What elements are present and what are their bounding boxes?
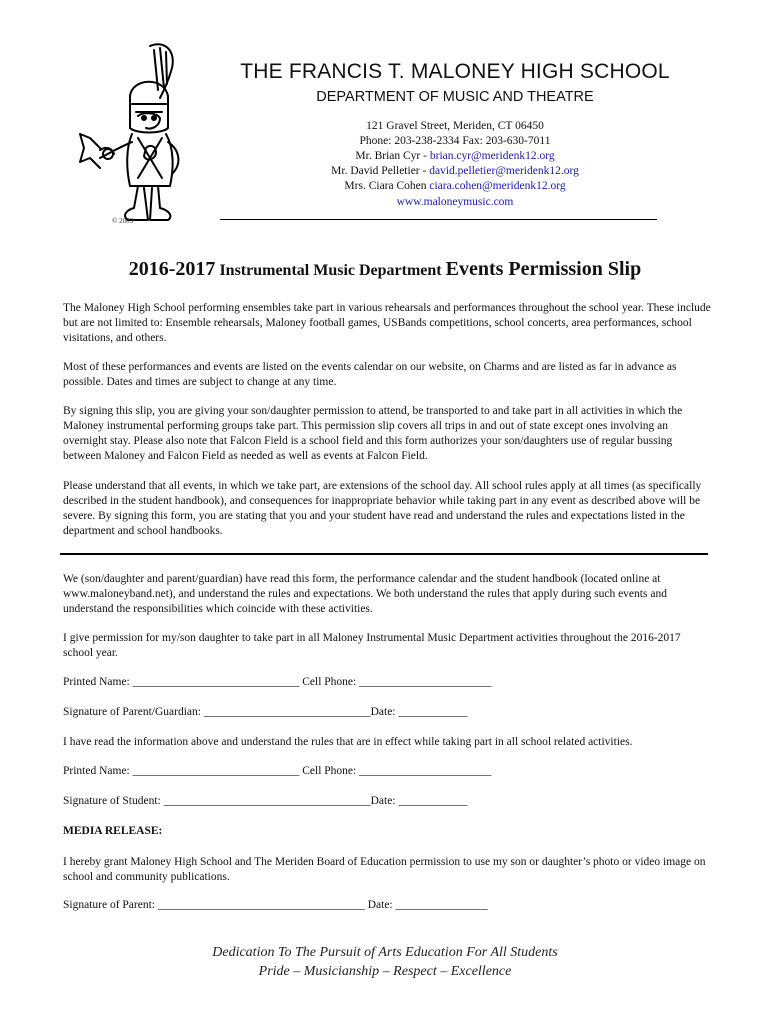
media-signature-field[interactable]: Signature of Parent: ____________________________________ Date: ________________	[63, 899, 488, 911]
student-statement: I have read the information above and understand the rules that are in effect while taking part in all school related activities.	[63, 736, 633, 748]
email-link[interactable]: david.pelletier@meridenk12.org	[429, 165, 579, 177]
website-link[interactable]: www.maloneymusic.com	[396, 196, 514, 208]
parent-signature-field[interactable]: Signature of Parent/Guardian: _____________________________Date: ____________	[63, 706, 468, 718]
section-divider	[60, 553, 708, 555]
department-name: DEPARTMENT OF MUSIC AND THEATRE	[316, 89, 594, 105]
paragraph-ensembles: The Maloney High School performing ensembles take part in various rehearsals and performances throughout the school year. These include but are not limited to: Ensemble rehearsals, Maloney football games, USBands competitions, school concerts, area performances, school visitations, and others.	[63, 302, 711, 344]
contact-ciara-cohen	[185, 179, 725, 194]
student-signature-field[interactable]: Signature of Student: ____________________________________Date: ____________	[63, 795, 468, 807]
contact-name: Mr. David Pelletier -	[331, 165, 430, 177]
paragraph-permission: By signing this slip, you are giving your son/daughter permission to attend, be transported to and take part in all activities in which the Maloney instrumental performing groups take part. This permission slip covers all trips in and out of state except ones involving an overnight stay. Please also note that Falcon Field is a school field and this form authorizes your son/daughters use of regular bussing between Maloney and Falcon Field as needed as well as events at Falcon Field.	[63, 405, 683, 462]
footer-values: Pride – Musicianship – Respect – Excellence	[258, 964, 512, 979]
logo-copyright: © 2003	[112, 217, 134, 225]
title-end: Events Permission Slip	[445, 258, 642, 280]
document-title	[0, 258, 770, 281]
paragraph-acknowledgment: We (son/daughter and parent/guardian) have read this form, the performance calendar and the student handbook (located online at www.maloneyband.net), and understand the rules and expectations. We both understand the rules that apply during such events and understand the responsibilities which coincide with these activities.	[63, 573, 667, 615]
email-link[interactable]: brian.cyr@meridenk12.org	[429, 150, 555, 162]
knight-mascot-logo	[72, 38, 192, 228]
header-divider	[220, 219, 657, 220]
footer-motto: Dedication To The Pursuit of Arts Education For All Students	[212, 945, 558, 960]
contact-brian-cyr	[185, 149, 725, 164]
paragraph-rules: Please understand that all events, in which we take part, are extensions of the school day. All school rules apply at all times (as specifically described in the student handbook), and consequences for inappropriate behavior while taking part in any event as described above will be severe. By signing this form, you are stating that you and your student have read and understand the rules and expectations listed in the department and school handbooks.	[63, 480, 702, 537]
phone-fax: Phone: 203-238-2334 Fax: 203-630-7011	[359, 135, 551, 147]
website	[185, 195, 725, 210]
media-release-text: I hereby grant Maloney High School and The Meriden Board of Education permission to use my son or daughter’s photo or video image on school and community publications.	[63, 856, 706, 883]
parent-printed-name-field[interactable]: Printed Name: _____________________________ Cell Phone: _______________________	[63, 676, 492, 688]
contact-david-pelletier	[185, 164, 725, 179]
paragraph-give-permission: I give permission for my/son daughter to take part in all Maloney Instrumental Music Department activities throughout the 2016-2017 school year.	[63, 632, 681, 659]
title-years: 2016-2017	[128, 258, 216, 280]
title-middle: Instrumental Music Department	[215, 262, 446, 279]
contact-name: Mr. Brian Cyr -	[355, 150, 430, 162]
school-name: THE FRANCIS T. MALONEY HIGH SCHOOL	[240, 60, 670, 83]
email-link[interactable]: ciara.cohen@meridenk12.org	[429, 180, 566, 192]
contact-name: Mrs. Ciara Cohen	[344, 180, 430, 192]
student-printed-name-field[interactable]: Printed Name: _____________________________ Cell Phone: _______________________	[63, 765, 492, 777]
paragraph-calendar: Most of these performances and events are listed on the events calendar on our website, on Charms and are listed as far in advance as possible. Dates and times are subject to change at any time.	[63, 361, 677, 388]
school-address: 121 Gravel Street, Meriden, CT 06450	[366, 120, 544, 132]
media-release-heading: MEDIA RELEASE:	[63, 825, 163, 837]
